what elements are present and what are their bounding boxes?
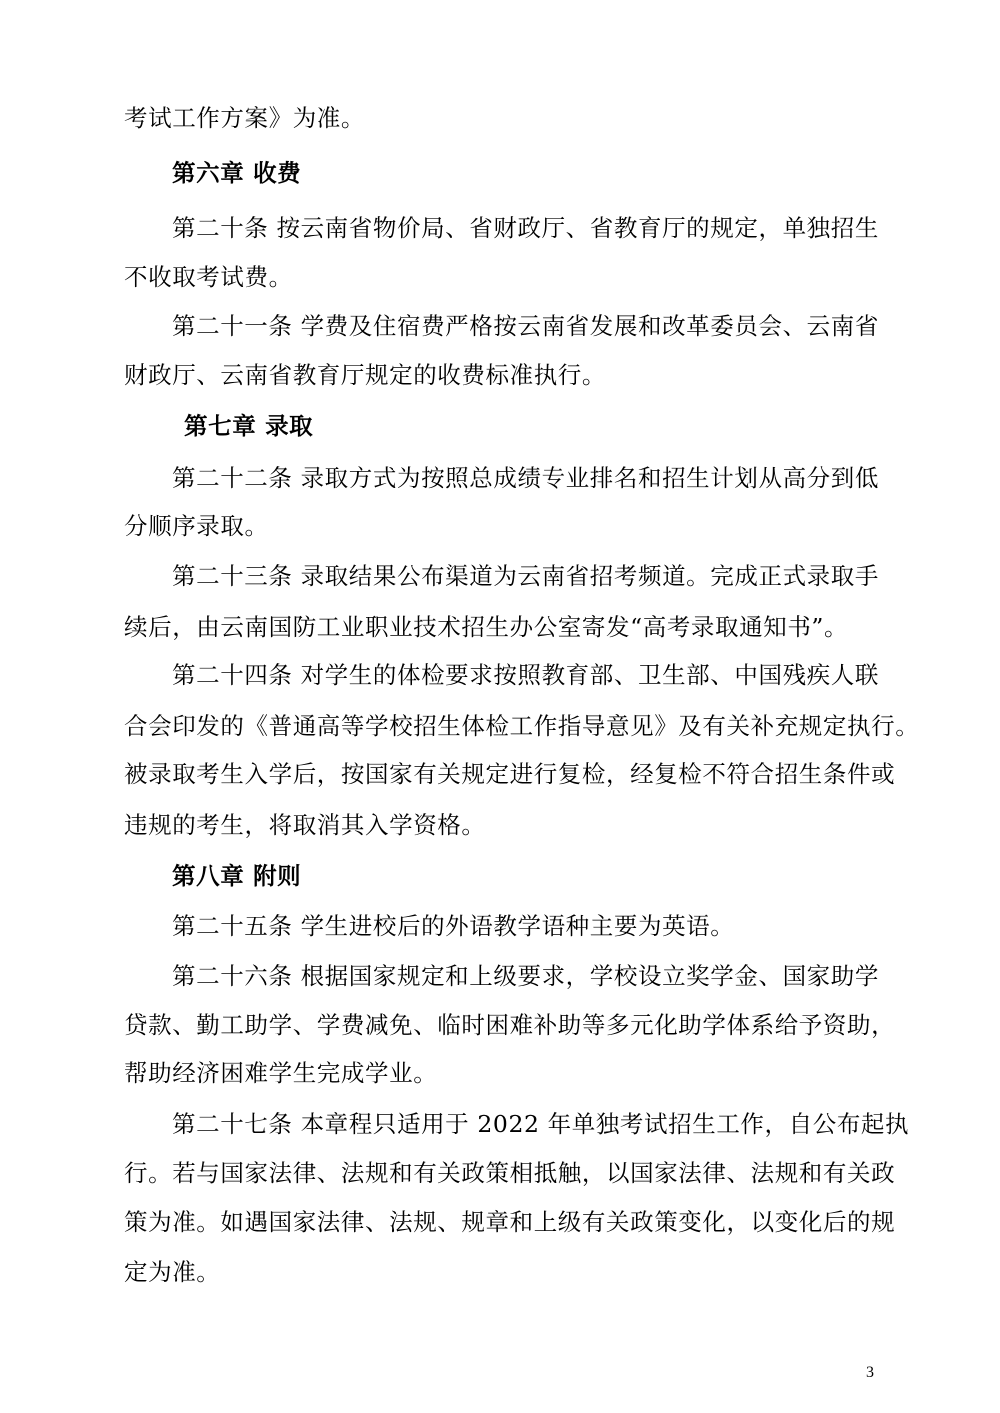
chapter-heading-8: 第八章 附则 [172,862,302,890]
text-line: 分顺序录取。 [124,512,269,540]
text-line: 策为准。如遇国家法律、法规、规章和上级有关政策变化，以变化后的规 [124,1208,896,1236]
text-line: 考试工作方案》为准。 [124,104,365,132]
article-23: 第二十三条 录取结果公布渠道为云南省招考频道。完成正式录取手 [172,562,879,590]
article-24: 第二十四条 对学生的体检要求按照教育部、卫生部、中国残疾人联 [172,661,879,689]
page-number: 3 [866,1364,874,1381]
article-26: 第二十六条 根据国家规定和上级要求，学校设立奖学金、国家助学 [172,962,879,990]
article-21: 第二十一条 学费及住宿费严格按云南省发展和改革委员会、云南省 [172,312,879,340]
text-line: 合会印发的《普通高等学校招生体检工作指导意见》及有关补充规定执行。 [124,712,920,740]
article-27: 第二十七条 本章程只适用于 2022 年单独考试招生工作，自公布起执 [172,1110,910,1138]
chapter-heading-6: 第六章 收费 [172,159,302,187]
text-line: 贷款、勤工助学、学费减免、临时困难补助等多元化助学体系给予资助， [124,1011,896,1039]
text-line: 违规的考生，将取消其入学资格。 [124,811,486,839]
article-20: 第二十条 按云南省物价局、省财政厅、省教育厅的规定，单独招生 [172,214,879,242]
text-line: 续后，由云南国防工业职业技术招生办公室寄发“高考录取通知书”。 [124,613,849,641]
text-line: 财政厅、云南省教育厅规定的收费标准执行。 [124,361,606,389]
chapter-heading-7: 第七章 录取 [184,412,314,440]
text-line: 帮助经济困难学生完成学业。 [124,1059,438,1087]
article-22: 第二十二条 录取方式为按照总成绩专业排名和招生计划从高分到低 [172,464,879,492]
text-line: 被录取考生入学后，按国家有关规定进行复检，经复检不符合招生条件或 [124,760,896,788]
text-line: 行。若与国家法律、法规和有关政策相抵触，以国家法律、法规和有关政 [124,1159,896,1187]
text-line: 不收取考试费。 [124,263,293,291]
article-25: 第二十五条 学生进校后的外语教学语种主要为英语。 [172,912,735,940]
text-line: 定为准。 [124,1258,221,1286]
